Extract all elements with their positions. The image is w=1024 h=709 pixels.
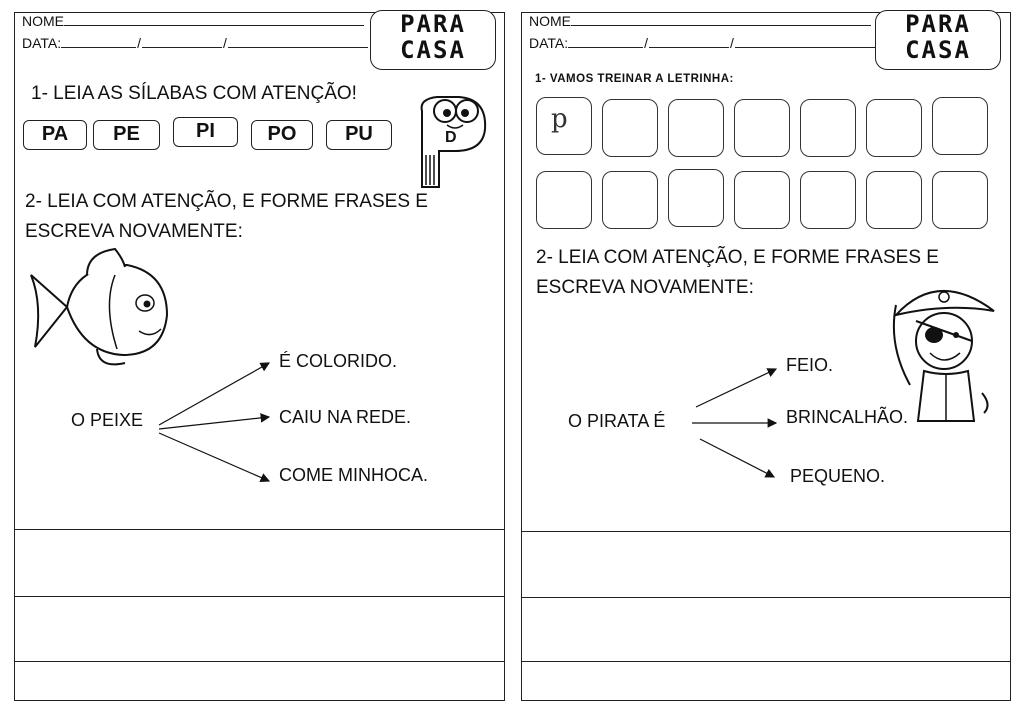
name-field[interactable] xyxy=(529,13,871,29)
letter-practice-cell[interactable] xyxy=(602,99,658,157)
worksheet-right xyxy=(521,12,1011,701)
writing-line[interactable] xyxy=(522,597,1010,598)
letter-practice-cell[interactable] xyxy=(932,97,988,155)
option-1: É COLORIDO. xyxy=(279,351,398,371)
letter-practice-cell[interactable] xyxy=(800,171,856,229)
date-slash: / xyxy=(223,35,227,51)
letter-practice-cell[interactable] xyxy=(734,171,790,229)
para-casa-badge xyxy=(875,10,1001,70)
syllable-pi: PI xyxy=(173,117,238,147)
question-2-line-2: ESCREVA NOVAMENTE: xyxy=(536,277,754,298)
name-field[interactable] xyxy=(22,13,364,29)
option-2: CAIU NA REDE. xyxy=(279,407,412,427)
letter-practice-cell[interactable] xyxy=(932,171,988,229)
syllable-pa: PA xyxy=(23,120,87,150)
date-slash: / xyxy=(730,35,734,51)
date-label: DATA: xyxy=(529,35,569,51)
option-2: BRINCALHÃO. xyxy=(786,407,909,427)
letter-practice-cell[interactable] xyxy=(536,97,592,155)
date-field[interactable] xyxy=(529,35,875,51)
option-3: COME MINHOCA. xyxy=(279,465,429,485)
name-label: NOME xyxy=(529,13,571,29)
sentence-subject: O PEIXE xyxy=(71,410,144,430)
badge-line-2: CASA xyxy=(400,36,466,64)
syllable-pu: PU xyxy=(326,120,392,150)
writing-line[interactable] xyxy=(15,596,504,597)
syllable-po: PO xyxy=(251,120,313,150)
syllable-pe: PE xyxy=(93,120,160,150)
letter-practice-cell[interactable] xyxy=(668,99,724,157)
name-label: NOME xyxy=(22,13,64,29)
date-slash: / xyxy=(137,35,142,51)
date-field[interactable] xyxy=(22,35,368,51)
arrow-connectors xyxy=(522,353,1012,513)
writing-line[interactable] xyxy=(522,531,1010,532)
option-3: PEQUENO. xyxy=(790,466,886,486)
sentence-subject: O PIRATA É xyxy=(568,411,666,431)
date-slash: / xyxy=(644,35,649,51)
badge-line-1: PARA xyxy=(905,10,971,38)
letter-practice-cell[interactable] xyxy=(602,171,658,229)
writing-line[interactable] xyxy=(15,661,504,662)
worksheet-left xyxy=(14,12,505,701)
question-1: 1- VAMOS TREINAR A LETRINHA: xyxy=(535,73,734,85)
writing-line[interactable] xyxy=(522,661,1010,662)
letter-practice-cell[interactable] xyxy=(734,99,790,157)
question-2-line-1: 2- LEIA COM ATENÇÃO, E FORME FRASES E xyxy=(536,247,939,268)
letter-practice-cell[interactable] xyxy=(866,99,922,157)
date-label: DATA: xyxy=(22,35,62,51)
letter-practice-cell[interactable] xyxy=(668,169,724,227)
mascot-letter: D xyxy=(445,129,457,146)
question-2-line-2: ESCREVA NOVAMENTE: xyxy=(25,221,243,242)
arrow-connectors xyxy=(15,353,506,513)
letter-practice-cell[interactable] xyxy=(866,171,922,229)
badge-line-2: CASA xyxy=(905,36,971,64)
fish-icon xyxy=(27,245,167,360)
model-letter: p xyxy=(551,104,568,134)
letter-practice-cell[interactable] xyxy=(536,171,592,229)
question-1: 1- LEIA AS SÍLABAS COM ATENÇÃO! xyxy=(31,83,357,104)
letter-practice-cell[interactable] xyxy=(800,99,856,157)
option-1: FEIO. xyxy=(786,355,834,375)
question-2-line-1: 2- LEIA COM ATENÇÃO, E FORME FRASES E xyxy=(25,191,428,212)
badge-line-1: PARA xyxy=(400,10,466,38)
para-casa-badge xyxy=(370,10,496,70)
writing-line[interactable] xyxy=(15,529,504,530)
